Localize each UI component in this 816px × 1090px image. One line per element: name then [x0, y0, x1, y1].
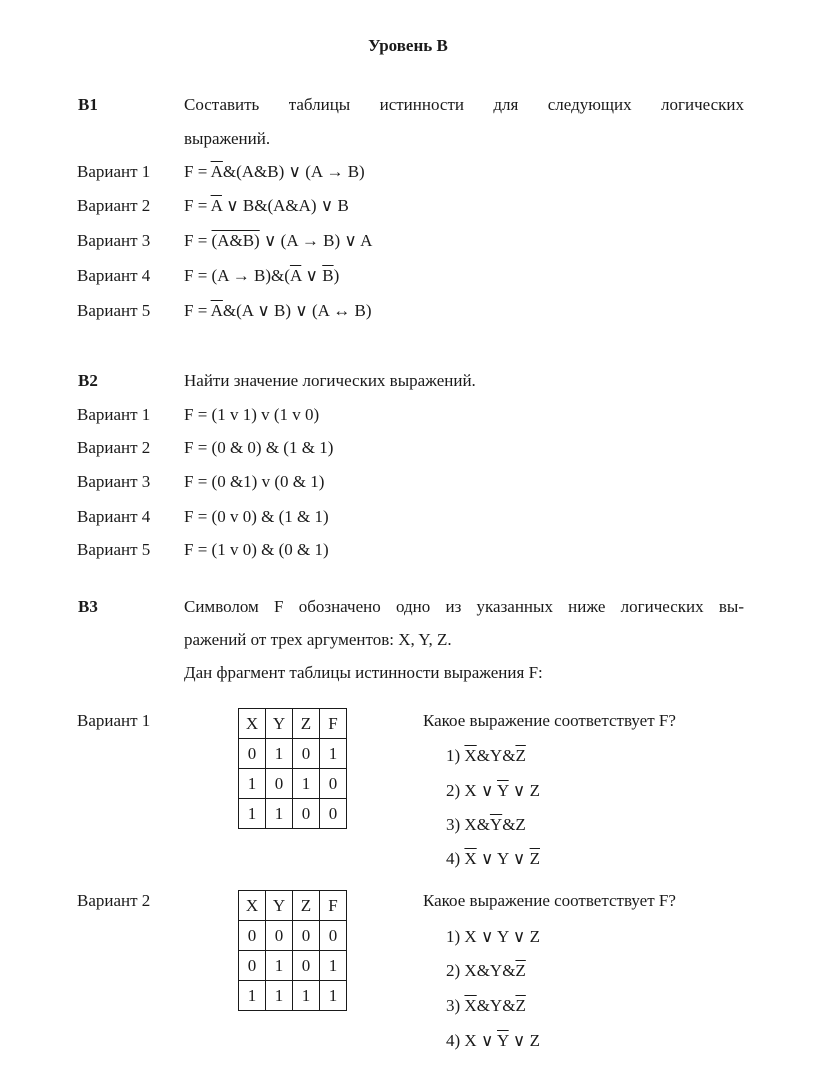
table-cell: 1 [266, 739, 293, 769]
answer-option: 4) X ∨ $\overline{Y}$ ∨ Z [446, 1031, 540, 1050]
b2-variant-label: Вариант 3 [77, 472, 151, 491]
b1-variant-expression: $F = \overline{A}\&(A$ ∨ B) ∨ (A ↔ B) [184, 301, 372, 320]
b2-variant-expression: F = (1 v 1) v (1 v 0) [184, 405, 320, 424]
answer-option: 1) X ∨ Y ∨ Z [446, 927, 540, 946]
b1-variant-label: Вариант 5 [77, 301, 151, 320]
table-cell: 1 [293, 769, 320, 799]
table-cell: 1 [320, 739, 347, 769]
table-cell: X [239, 709, 266, 739]
table-row [239, 739, 347, 769]
b2-variant-expression: F = (0 &1) v (0 & 1) [184, 472, 325, 491]
table-cell: 0 [320, 921, 347, 951]
b2-variant-label: Вариант 5 [77, 540, 151, 559]
table-cell: 0 [293, 921, 320, 951]
b1-instruction-line2: выражений. [184, 129, 271, 148]
negation-overline: $\overline{Z}$ [515, 746, 526, 765]
negation-overline: $\overline{A}$ [289, 266, 302, 285]
task-id-b3: В3 [78, 597, 98, 616]
b2-variant-label: Вариант 1 [77, 405, 151, 424]
b3-question: Какое выражение соответствует F? [423, 711, 676, 730]
task-id-b2: В2 [78, 371, 98, 390]
answer-option: 1) $\overline{X}\&Y\&\overline{Z}$ [446, 746, 526, 765]
b3-instruction-line3: Дан фрагмент таблицы истинности выражения F: [184, 663, 543, 682]
table-cell: 0 [293, 739, 320, 769]
negation-overline: $\overline{A}$ [210, 196, 222, 215]
negation-overline: $\overline{X}$ [464, 746, 477, 765]
truth-table [238, 890, 347, 1011]
negation-overline: $\overline{X}$ [464, 996, 477, 1015]
negation-overline: $\overline{Z}$ [529, 849, 540, 868]
table-cell: 0 [266, 921, 293, 951]
b3-variant-label: Вариант 1 [77, 711, 151, 730]
table-cell: Y [266, 891, 293, 921]
b3-variant-label: Вариант 2 [77, 891, 151, 910]
b2-variant-label: Вариант 4 [77, 507, 151, 526]
table-cell: 0 [239, 739, 266, 769]
negation-overline: $\overline{X}$ [464, 849, 477, 868]
table-cell: X [239, 891, 266, 921]
table-cell: 0 [293, 799, 320, 829]
negation-overline: $\overline{A}$ [210, 162, 223, 181]
table-row [239, 799, 347, 829]
table-cell: 1 [239, 799, 266, 829]
truth-table [238, 708, 347, 829]
table-header-row [239, 709, 347, 739]
table-cell: 0 [293, 951, 320, 981]
table-cell: Z [293, 891, 320, 921]
negation-overline: (A&B) [211, 231, 260, 250]
b1-variant-expression: $F = \overline{A}$ ∨ B&(A&A) ∨ B [184, 196, 349, 215]
table-cell: 0 [266, 769, 293, 799]
answer-option: 2) $X\&Y\&\overline{Z}$ [446, 961, 526, 980]
answer-option: 3) $\overline{X}\&Y\&\overline{Z}$ [446, 996, 526, 1015]
negation-overline: $\overline{Y}$ [497, 1031, 509, 1050]
table-cell: 1 [266, 951, 293, 981]
table-cell: Y [266, 709, 293, 739]
table-cell: Z [293, 709, 320, 739]
table-row [239, 981, 347, 1011]
b3-question: Какое выражение соответствует F? [423, 891, 676, 910]
table-row [239, 951, 347, 981]
table-cell: 1 [320, 951, 347, 981]
table-header-row [239, 891, 347, 921]
answer-option: 2) X ∨ $\overline{Y}$ ∨ Z [446, 781, 540, 800]
b1-instruction-line1: Составить таблицы истинности для следующих логических [184, 95, 744, 114]
table-cell: 1 [293, 981, 320, 1011]
table-cell: 1 [239, 981, 266, 1011]
negation-overline: $\overline{Y}$ [497, 781, 509, 800]
table-cell: 1 [266, 981, 293, 1011]
table-cell: 0 [239, 951, 266, 981]
b2-variant-label: Вариант 2 [77, 438, 151, 457]
table-cell: 1 [320, 981, 347, 1011]
table-row [239, 921, 347, 951]
b1-variant-label: Вариант 4 [77, 266, 151, 285]
answer-option: 3) $X\&\overline{Y}\&Z$ [446, 815, 526, 834]
table-cell: F [320, 891, 347, 921]
b2-instruction: Найти значение логических выражений. [184, 371, 476, 390]
b1-variant-expression: $F = (A \to B)\&(\overline{A}$ ∨ $\overline{B}$) [184, 266, 340, 285]
table-cell: 0 [239, 921, 266, 951]
b2-variant-expression: F = (0 & 0) & (1 & 1) [184, 438, 334, 457]
b2-variant-expression: F = (0 v 0) & (1 & 1) [184, 507, 329, 526]
table-cell: 0 [320, 799, 347, 829]
b1-variant-label: Вариант 2 [77, 196, 151, 215]
negation-overline: $\overline{Z}$ [515, 961, 526, 980]
negation-overline: $\overline{A}$ [210, 301, 223, 320]
b1-variant-expression: $F = \overline{A}\&(A\&B)$ ∨ (A → B) [184, 162, 365, 181]
table-cell: 0 [320, 769, 347, 799]
table-cell: 1 [266, 799, 293, 829]
b2-variant-expression: F = (1 v 0) & (0 & 1) [184, 540, 329, 559]
b1-variant-expression: F = (A&B) ∨ (A → B) ∨ A [184, 231, 373, 250]
page-title: Уровень В [368, 36, 448, 55]
negation-overline: $\overline{Y}$ [489, 815, 503, 834]
table-row [239, 769, 347, 799]
answer-option: 4) $\overline{X}$ ∨ Y ∨ $\overline{Z}$ [446, 849, 540, 868]
table-cell: 1 [239, 769, 266, 799]
b3-instruction-line1: Символом F обозначено одно из указанных ниже логических вы- [184, 597, 744, 616]
table-cell: F [320, 709, 347, 739]
b3-instruction-line2: ражений от трех аргументов: X, Y, Z. [184, 630, 452, 649]
b1-variant-label: Вариант 3 [77, 231, 151, 250]
negation-overline: $\overline{Z}$ [515, 996, 526, 1015]
negation-overline: $\overline{B}$ [322, 266, 334, 285]
task-id-b1: В1 [78, 95, 98, 114]
b1-variant-label: Вариант 1 [77, 162, 151, 181]
